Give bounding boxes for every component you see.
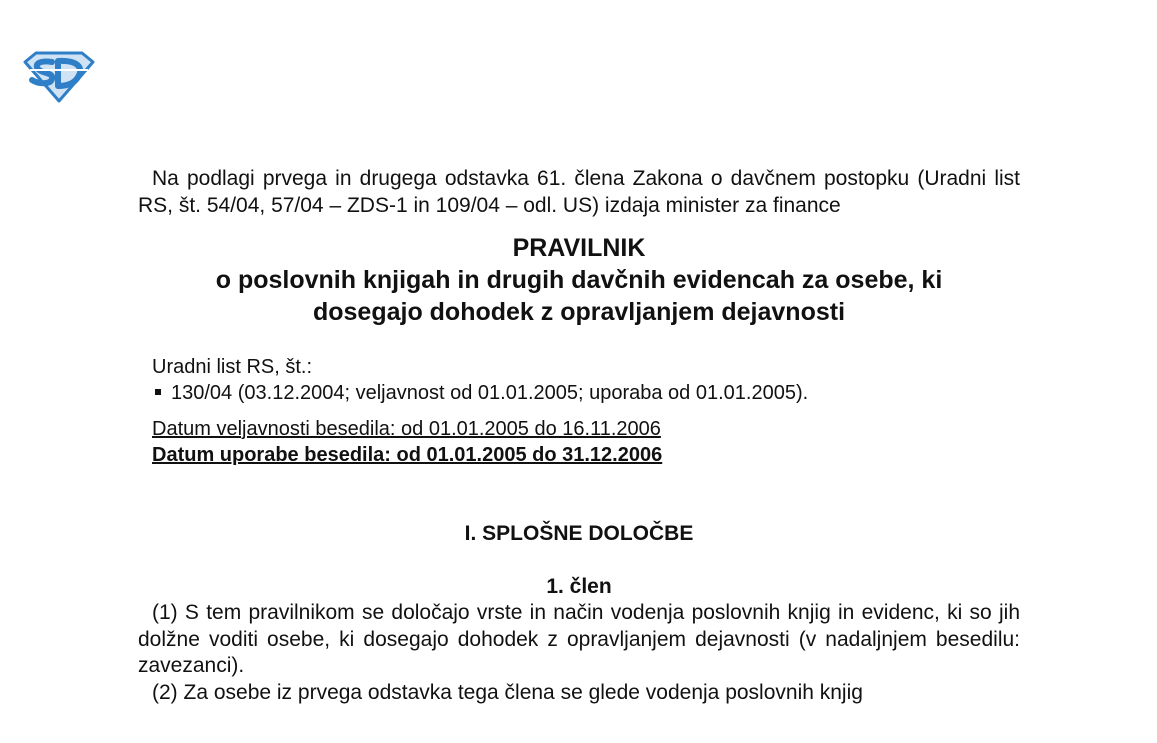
section-heading: I. SPLOŠNE DOLOČBE	[464, 522, 694, 545]
gazette-issue-item	[152, 380, 1020, 406]
document-subtitle-line2: dosegajo dohodek z opravljanjem dejavnosti	[312, 298, 846, 326]
bullet-icon	[155, 389, 161, 395]
article-heading: 1. člen	[546, 575, 612, 598]
validity-date: Datum veljavnosti besedila: od 01.01.2005 do 16.11.2006	[152, 418, 661, 440]
document-body	[138, 166, 1020, 706]
document-title: PRAVILNIK	[512, 234, 646, 262]
sd-logo-icon	[22, 48, 96, 104]
paragraph-1: (1) S tem pravilnikom se določajo vrste in način vodenja poslovnih knjig in evidenc, ki so jih dolžne voditi osebe, ki dosegajo dohodek z opravljanjem dejavnosti (v nadaljnjem besedilu: zavezanci).	[138, 601, 1020, 677]
document-subtitle-line1: o poslovnih knjigah in drugih davčnih evidencah za osebe, ki	[215, 266, 943, 294]
usage-date: Datum uporabe besedila: od 01.01.2005 do 31.12.2006	[152, 444, 663, 466]
intro-paragraph: Na podlagi prvega in drugega odstavka 61. člena Zakona o davčnem postopku (Uradni list RS, št. 54/04, 57/04 – ZDS-1 in 109/04 – odl. US) izdaja minister za finance	[138, 167, 1020, 217]
gazette-label: Uradni list RS, št.:	[152, 356, 313, 378]
gazette-issue-text: 130/04 (03.12.2004; veljavnost od 01.01.2005; uporaba od 01.01.2005).	[171, 382, 809, 404]
paragraph-2: (2) Za osebe iz prvega odstavka tega člena se glede vodenja poslovnih knjig	[152, 680, 863, 704]
